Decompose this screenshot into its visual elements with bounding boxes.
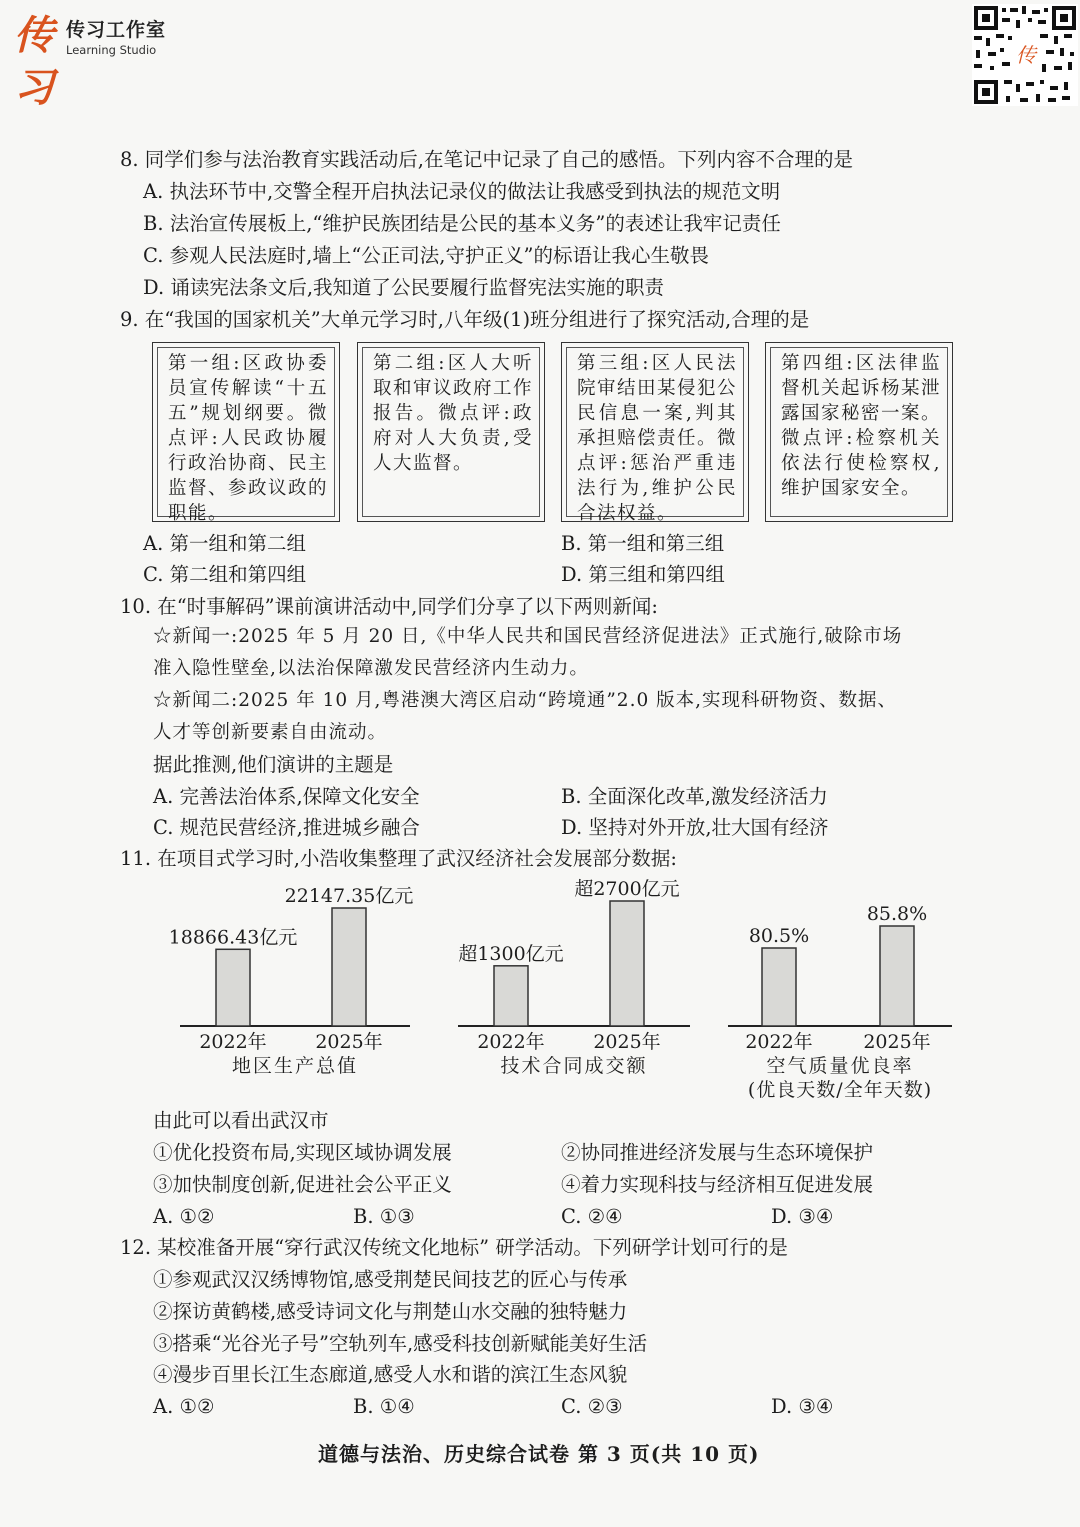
q10-option-c: C. 规范民营经济,推进城乡融合 (153, 816, 420, 839)
q11-question: 由此可以看出武汉市 (153, 1109, 329, 1132)
q12-option-b: B. ①④ (353, 1395, 415, 1418)
q11-option-d: D. ③④ (771, 1205, 834, 1228)
q9-option-b: B. 第一组和第三组 (561, 532, 725, 555)
q12-statement-4: ④漫步百里长江生态廊道,感受人水和谐的滨江生态风貌 (153, 1363, 628, 1386)
chart-1-bar-2 (332, 908, 366, 1026)
chart-1-data-label-1: 18866.43亿元 (168, 926, 298, 949)
chart-3-data-label-1: 80.5% (748, 925, 810, 947)
chart-3-bar-1 (762, 948, 796, 1026)
chart-1-category-2: 2025年 (315, 1031, 383, 1053)
q10-question: 据此推测,他们演讲的主题是 (153, 753, 394, 776)
q10-news-1-line-2: 准入隐性壁垒,以法治保障激发民营经济内生动力。 (153, 658, 589, 679)
q12-option-c: C. ②③ (561, 1395, 623, 1418)
q9-group-card-3 (561, 342, 749, 522)
logo-name-cn: 传习工作室 (66, 19, 167, 41)
q10-option-d: D. 坚持对外开放,壮大国有经济 (561, 816, 829, 839)
chart-3-bar-2 (880, 926, 914, 1026)
qr-code-icon (972, 4, 1078, 106)
q9-group-text-3: 第三组:区人民法院审结田某侵犯公民信息一案,判其承担赔偿责任。微点评:惩治严重违法行为,维护公民合法权益。 (566, 347, 744, 517)
q12-statement-3: ③搭乘“光谷光子号”空轨列车,感受科技创新赋能美好生活 (153, 1332, 648, 1355)
chart-2-data-label-1: 超1300亿元 (458, 942, 564, 965)
q11-statement-1: ①优化投资布局,实现区域协调发展 (153, 1141, 452, 1164)
logo-name-en: Learning Studio (66, 43, 157, 57)
q9-option-c: C. 第二组和第四组 (143, 563, 307, 586)
q11-statement-3: ③加快制度创新,促进社会公平正义 (153, 1173, 452, 1196)
q11-stem: 11. 在项目式学习时,小浩收集整理了武汉经济社会发展部分数据: (120, 847, 677, 870)
chart-2-title: 技术合同成交额 (500, 1055, 648, 1077)
q8-option-a: A. 执法环节中,交警全程开启执法记录仪的做法让我感受到执法的规范文明 (143, 180, 781, 203)
q12-statement-2: ②探访黄鹤楼,感受诗词文化与荆楚山水交融的独特魅力 (153, 1300, 628, 1323)
chart-3-category-1: 2022年 (745, 1031, 813, 1053)
q9-group-card-1 (152, 342, 340, 522)
chart-2-bar-2 (610, 901, 644, 1026)
q9-group-card-4 (765, 342, 953, 522)
chart-3-subtitle: (优良天数/全年天数) (747, 1079, 933, 1101)
chart-1-data-label-2: 22147.35亿元 (284, 885, 414, 907)
chart-1-category-1: 2022年 (199, 1031, 267, 1053)
q9-group-card-2 (357, 342, 545, 522)
q10-stem: 10. 在“时事解码”课前演讲活动中,同学们分享了以下两则新闻: (120, 595, 658, 618)
svg-text:传: 传 (1016, 43, 1036, 67)
q11-statement-2: ②协同推进经济发展与生态环境保护 (561, 1141, 874, 1164)
q11-statement-4: ④着力实现科技与经济相互促进发展 (561, 1173, 874, 1196)
q11-charts (0, 870, 1080, 1110)
q12-stem: 12. 某校准备开展“穿行武汉传统文化地标” 研学活动。下列研学计划可行的是 (120, 1236, 788, 1259)
q9-option-a: A. 第一组和第二组 (143, 532, 306, 555)
q12-option-d: D. ③④ (771, 1395, 834, 1418)
q10-news-2-line-2: 人才等创新要素自由流动。 (153, 722, 388, 743)
chart-3-category-2: 2025年 (863, 1031, 931, 1053)
chart-1-bar-1 (216, 949, 250, 1026)
q10-news-2-line-1: ☆新闻二:2025 年 10 月,粤港澳大湾区启动“跨境通”2.0 版本,实现科研物资、数据、 (153, 690, 897, 711)
q11-option-a: A. ①② (153, 1205, 215, 1228)
q10-news-1-line-1: ☆新闻一:2025 年 5 月 20 日,《中华人民共和国民营经济促进法》正式施行,破除市场 (153, 626, 903, 647)
q12-statement-1: ①参观武汉汉绣博物馆,感受荆楚民间技艺的匠心与传承 (153, 1268, 628, 1291)
page-footer: 道德与法治、历史综合试卷 第 3 页(共 10 页) (318, 1442, 760, 1466)
chart-2-category-1: 2022年 (477, 1031, 545, 1053)
q9-group-text-2: 第二组:区人大听取和审议政府工作报告。微点评:政府对人大负责,受人大监督。 (362, 347, 540, 517)
chart-2-data-label-2: 超2700亿元 (574, 878, 680, 900)
q9-group-text-4: 第四组:区法律监督机关起诉杨某泄露国家秘密一案。微点评:检察机关依法行使检察权,维护国家安全。 (770, 347, 948, 517)
q8-option-d: D. 诵读宪法条文后,我知道了公民要履行监督宪法实施的职责 (143, 276, 665, 299)
q10-option-a: A. 完善法治体系,保障文化安全 (153, 785, 420, 808)
logo-mark: 传习 (14, 12, 54, 111)
chart-3-title: 空气质量优良率 (766, 1055, 914, 1077)
q10-option-b: B. 全面深化改革,激发经济活力 (561, 785, 828, 808)
q9-group-text-1: 第一组:区政协委员宣传解读“十五五”规划纲要。微点评:人民政协履行政治协商、民主监督、参政议政的职能。 (157, 347, 335, 517)
logo (8, 10, 167, 111)
chart-2-bar-1 (494, 966, 528, 1026)
chart-1-title: 地区生产总值 (231, 1055, 359, 1077)
chart-3-data-label-2: 85.8% (866, 903, 928, 925)
q12-option-a: A. ①② (153, 1395, 215, 1418)
q11-option-c: C. ②④ (561, 1205, 623, 1228)
q8-option-b: B. 法治宣传展板上,“维护民族团结是公民的基本义务”的表述让我牢记责任 (143, 212, 781, 235)
q8-option-c: C. 参观人民法庭时,墙上“公正司法,守护正义”的标语让我心生敬畏 (143, 244, 709, 267)
q9-option-d: D. 第三组和第四组 (561, 563, 725, 586)
chart-2-category-2: 2025年 (593, 1031, 661, 1053)
q8-stem: 8. 同学们参与法治教育实践活动后,在笔记中记录了自己的感悟。下列内容不合理的是 (120, 148, 854, 171)
logo-text (66, 15, 166, 57)
q9-stem: 9. 在“我国的国家机关”大单元学习时,八年级(1)班分组进行了探究活动,合理的是 (120, 308, 810, 331)
q11-option-b: B. ①③ (353, 1205, 415, 1228)
